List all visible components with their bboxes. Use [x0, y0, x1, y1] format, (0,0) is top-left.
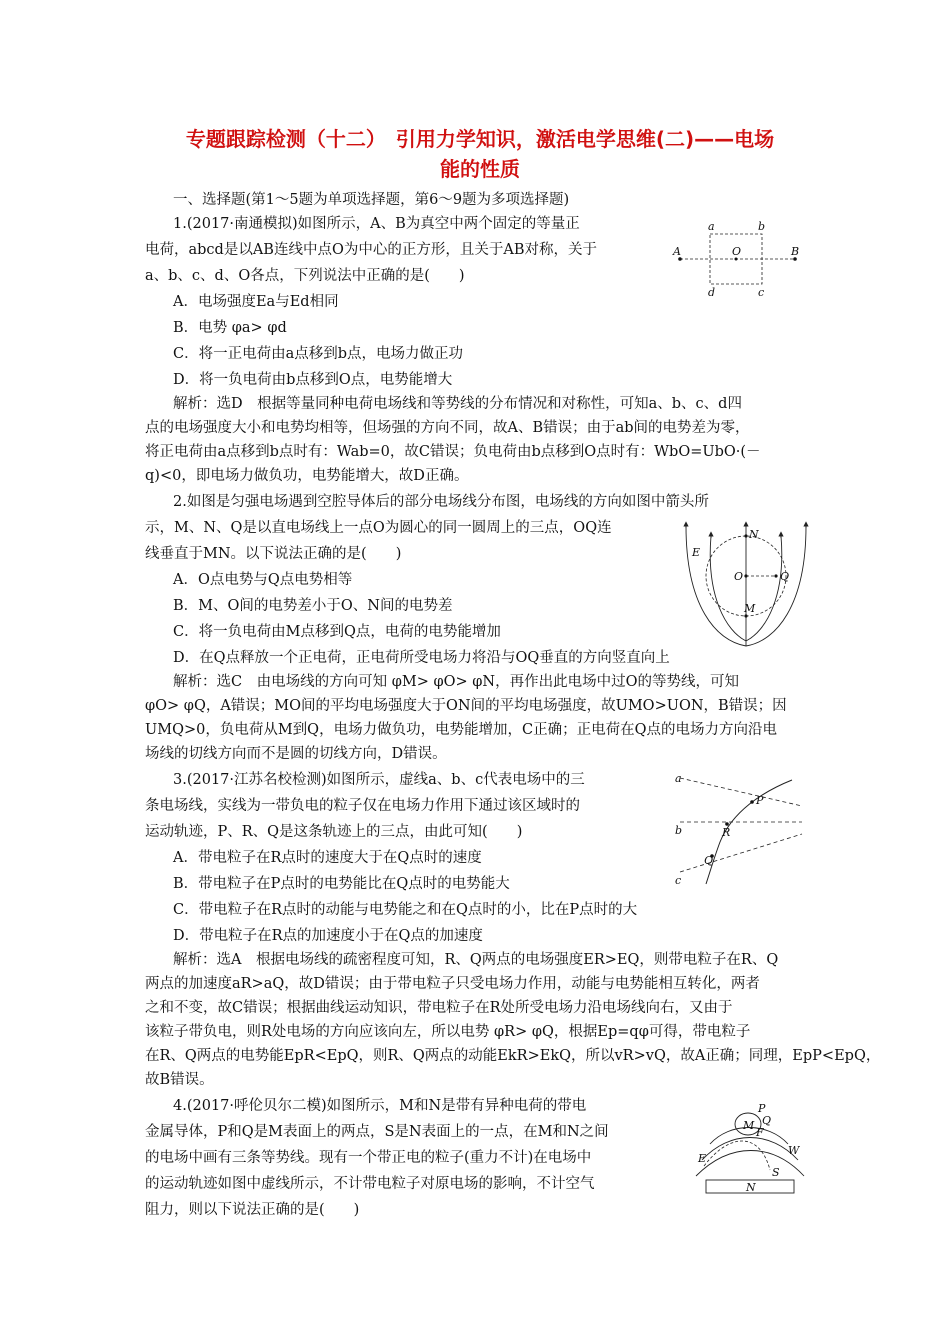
q3-option-a: A．带电粒子在R点时的速度大于在Q点时的速度 [173, 850, 482, 866]
q1-option-b: B．电势 φa> φd [173, 320, 287, 336]
q2-stem-line: 示，M、N、Q是以直电场线上一点O为圆心的同一圆周上的三点，OQ连 [145, 520, 612, 536]
q1-option-d: D．将一负电荷由b点移到O点，电势能增大 [173, 372, 453, 388]
q4-stem-line: 金属导体，P和Q是M表面上的两点，S是N表面上的一点，在M和N之间 [145, 1124, 609, 1140]
q4-stem-line: 4.(2017·呼伦贝尔二模)如图所示，M和N是带有异种电荷的带电 [173, 1098, 587, 1114]
q1-analysis-line: q)<0，即电场力做负功，电势能增大，故D正确。 [145, 468, 469, 484]
q4-label-e: E [698, 1152, 707, 1165]
q2-label-q: Q [780, 570, 790, 583]
q3-analysis-line: 之和不变，故C错误；根据曲线运动知识，带电粒子在R处所受电场力沿电场线向右，又由于 [145, 1000, 733, 1016]
q4-stem-line: 阻力，则以下说法正确的是( ) [145, 1202, 360, 1218]
q3-figure [672, 772, 807, 887]
q2-label-e: E [692, 546, 701, 559]
q1-stem-line: a、b、c、d、O各点，下列说法中正确的是( ) [145, 268, 465, 284]
q4-label-m: M [743, 1119, 755, 1132]
q4-label-n: N [746, 1181, 756, 1194]
q2-option-d: D．在Q点释放一个正电荷，正电荷所受电场力将沿与OQ垂直的方向竖直向上 [173, 650, 670, 666]
title-line-2: 能的性质 [440, 157, 520, 181]
q4-stem-line: 的电场中画有三条等势线。现有一个带正电的粒子(重力不计)在电场中 [145, 1150, 592, 1166]
q2-option-b: B．M、O间的电势差小于O、N间的电势差 [173, 598, 453, 614]
q3-analysis-line: 该粒子带负电，则R处电场的方向应该向左，所以电势 φR> φQ，根据Ep=qφ可得，带电粒子 [145, 1024, 751, 1040]
q3-stem-line: 3.(2017·江苏名校检测)如图所示，虚线a、b、c代表电场中的三 [173, 772, 585, 788]
q3-analysis-line: 故B错误。 [145, 1072, 214, 1088]
q2-analysis-line: 场线的切线方向而不是圆的切线方向，D错误。 [145, 746, 447, 762]
q2-analysis-line: φO> φQ，A错误；MO间的平均电场强度大于ON间的平均电场强度，故UMO>UON，B错误；因 [145, 698, 787, 714]
q2-figure [676, 516, 816, 656]
title-line-1: 专题跟踪检测（十二） 引用力学知识，激活电学思维(二)——电场 [185, 127, 775, 151]
q3-label-b: b [675, 824, 683, 837]
q1-label-b-upper: B [791, 245, 800, 258]
q2-label-n: N [749, 528, 759, 541]
q4-label-p: P [758, 1102, 766, 1115]
q1-figure [670, 218, 810, 298]
q1-stem-line: 1.(2017·南通模拟)如图所示，A、B为真空中两个固定的等量正 [173, 216, 580, 232]
q2-label-m: M [744, 602, 756, 615]
q1-label-a-upper: A [673, 245, 681, 258]
q3-label-r: R [722, 826, 731, 839]
q3-stem-line: 条电场线，实线为一带负电的粒子仅在电场力作用下通过该区域时的 [145, 798, 580, 814]
q2-analysis-line: UMQ>0，负电荷从M到Q，电场力做负功，电势能增加，C正确；正电荷在Q点的电场力方向沿电 [145, 722, 778, 738]
q2-label-o: O [734, 570, 744, 583]
q3-label-a: a [675, 772, 682, 785]
q3-label-c: c [675, 874, 682, 887]
q3-option-c: C．带电粒子在R点时的动能与电势能之和在Q点时的小，比在P点时的大 [173, 902, 638, 918]
q3-option-d: D．带电粒子在R点的加速度小于在Q点的加速度 [173, 928, 483, 944]
q1-option-c: C．将一正电荷由a点移到b点，电场力做正功 [173, 346, 464, 362]
q4-figure [690, 1102, 810, 1197]
q4-label-f: F [756, 1126, 764, 1139]
q1-stem-line: 电荷，abcd是以AB连线中点O为中心的正方形，且关于AB对称，关于 [145, 242, 597, 258]
q1-analysis-line: 将正电荷由a点移到b点时有：Wab=0，故C错误；负电荷由b点移到O点时有：WbO=UbO·(－ [145, 444, 761, 460]
q4-label-w: W [788, 1144, 800, 1157]
q4-label-s: S [772, 1166, 780, 1179]
q2-option-a: A．O点电势与Q点电势相等 [173, 572, 353, 588]
section-heading: 一、选择题(第1～5题为单项选择题，第6～9题为多项选择题) [173, 192, 570, 208]
q3-label-p: P [756, 794, 764, 807]
q3-option-b: B．带电粒子在P点时的电势能比在Q点时的电势能大 [173, 876, 510, 892]
q2-stem-line: 2.如图是匀强电场遇到空腔导体后的部分电场线分布图，电场线的方向如图中箭头所 [173, 494, 709, 510]
q2-stem-line: 线垂直于MN。以下说法正确的是( ) [145, 546, 402, 562]
q4-stem-line: 的运动轨迹如图中虚线所示，不计带电粒子对原电场的影响，不计空气 [145, 1176, 595, 1192]
q3-analysis-line: 在R、Q两点的电势能EpR<EpQ，则R、Q两点的动能EkR>EkQ，所以vR>vQ，故A正确；同理，EpP<EpQ， [145, 1048, 881, 1064]
q4-label-q: Q [762, 1114, 772, 1127]
q2-option-c: C．将一负电荷由M点移到Q点，电荷的电势能增加 [173, 624, 501, 640]
page-title [140, 124, 820, 184]
q2-analysis-line: 解析：选C 由电场线的方向可知 φM> φO> φN，再作出此电场中过O的等势线，可知 [173, 674, 739, 690]
q3-analysis-line: 两点的加速度aR>aQ，故D错误；由于带电粒子只受电场力作用，动能与电势能相互转化，两者 [145, 976, 760, 992]
q3-stem-line: 运动轨迹，P、R、Q是这条轨迹上的三点，由此可知( ) [145, 824, 523, 840]
q1-label-b: b [758, 220, 766, 233]
q3-label-q: Q [704, 854, 714, 867]
q1-label-a: a [708, 220, 715, 233]
q1-analysis-line: 解析：选D 根据等量同种电荷电场线和等势线的分布情况和对称性，可知a、b、c、d四 [173, 396, 742, 412]
q1-label-o: O [732, 245, 742, 258]
q1-option-a: A．电场强度Ea与Ed相同 [173, 294, 339, 310]
q1-label-c: c [758, 286, 765, 299]
q3-analysis-line: 解析：选A 根据电场线的疏密程度可知，R、Q两点的电场强度ER>EQ，则带电粒子在R、Q [173, 952, 779, 968]
q1-analysis-line: 点的电场强度大小和电势均相等，但场强的方向不同，故A、B错误；由于ab间的电势差为零， [145, 420, 750, 436]
q1-label-d: d [708, 286, 716, 299]
